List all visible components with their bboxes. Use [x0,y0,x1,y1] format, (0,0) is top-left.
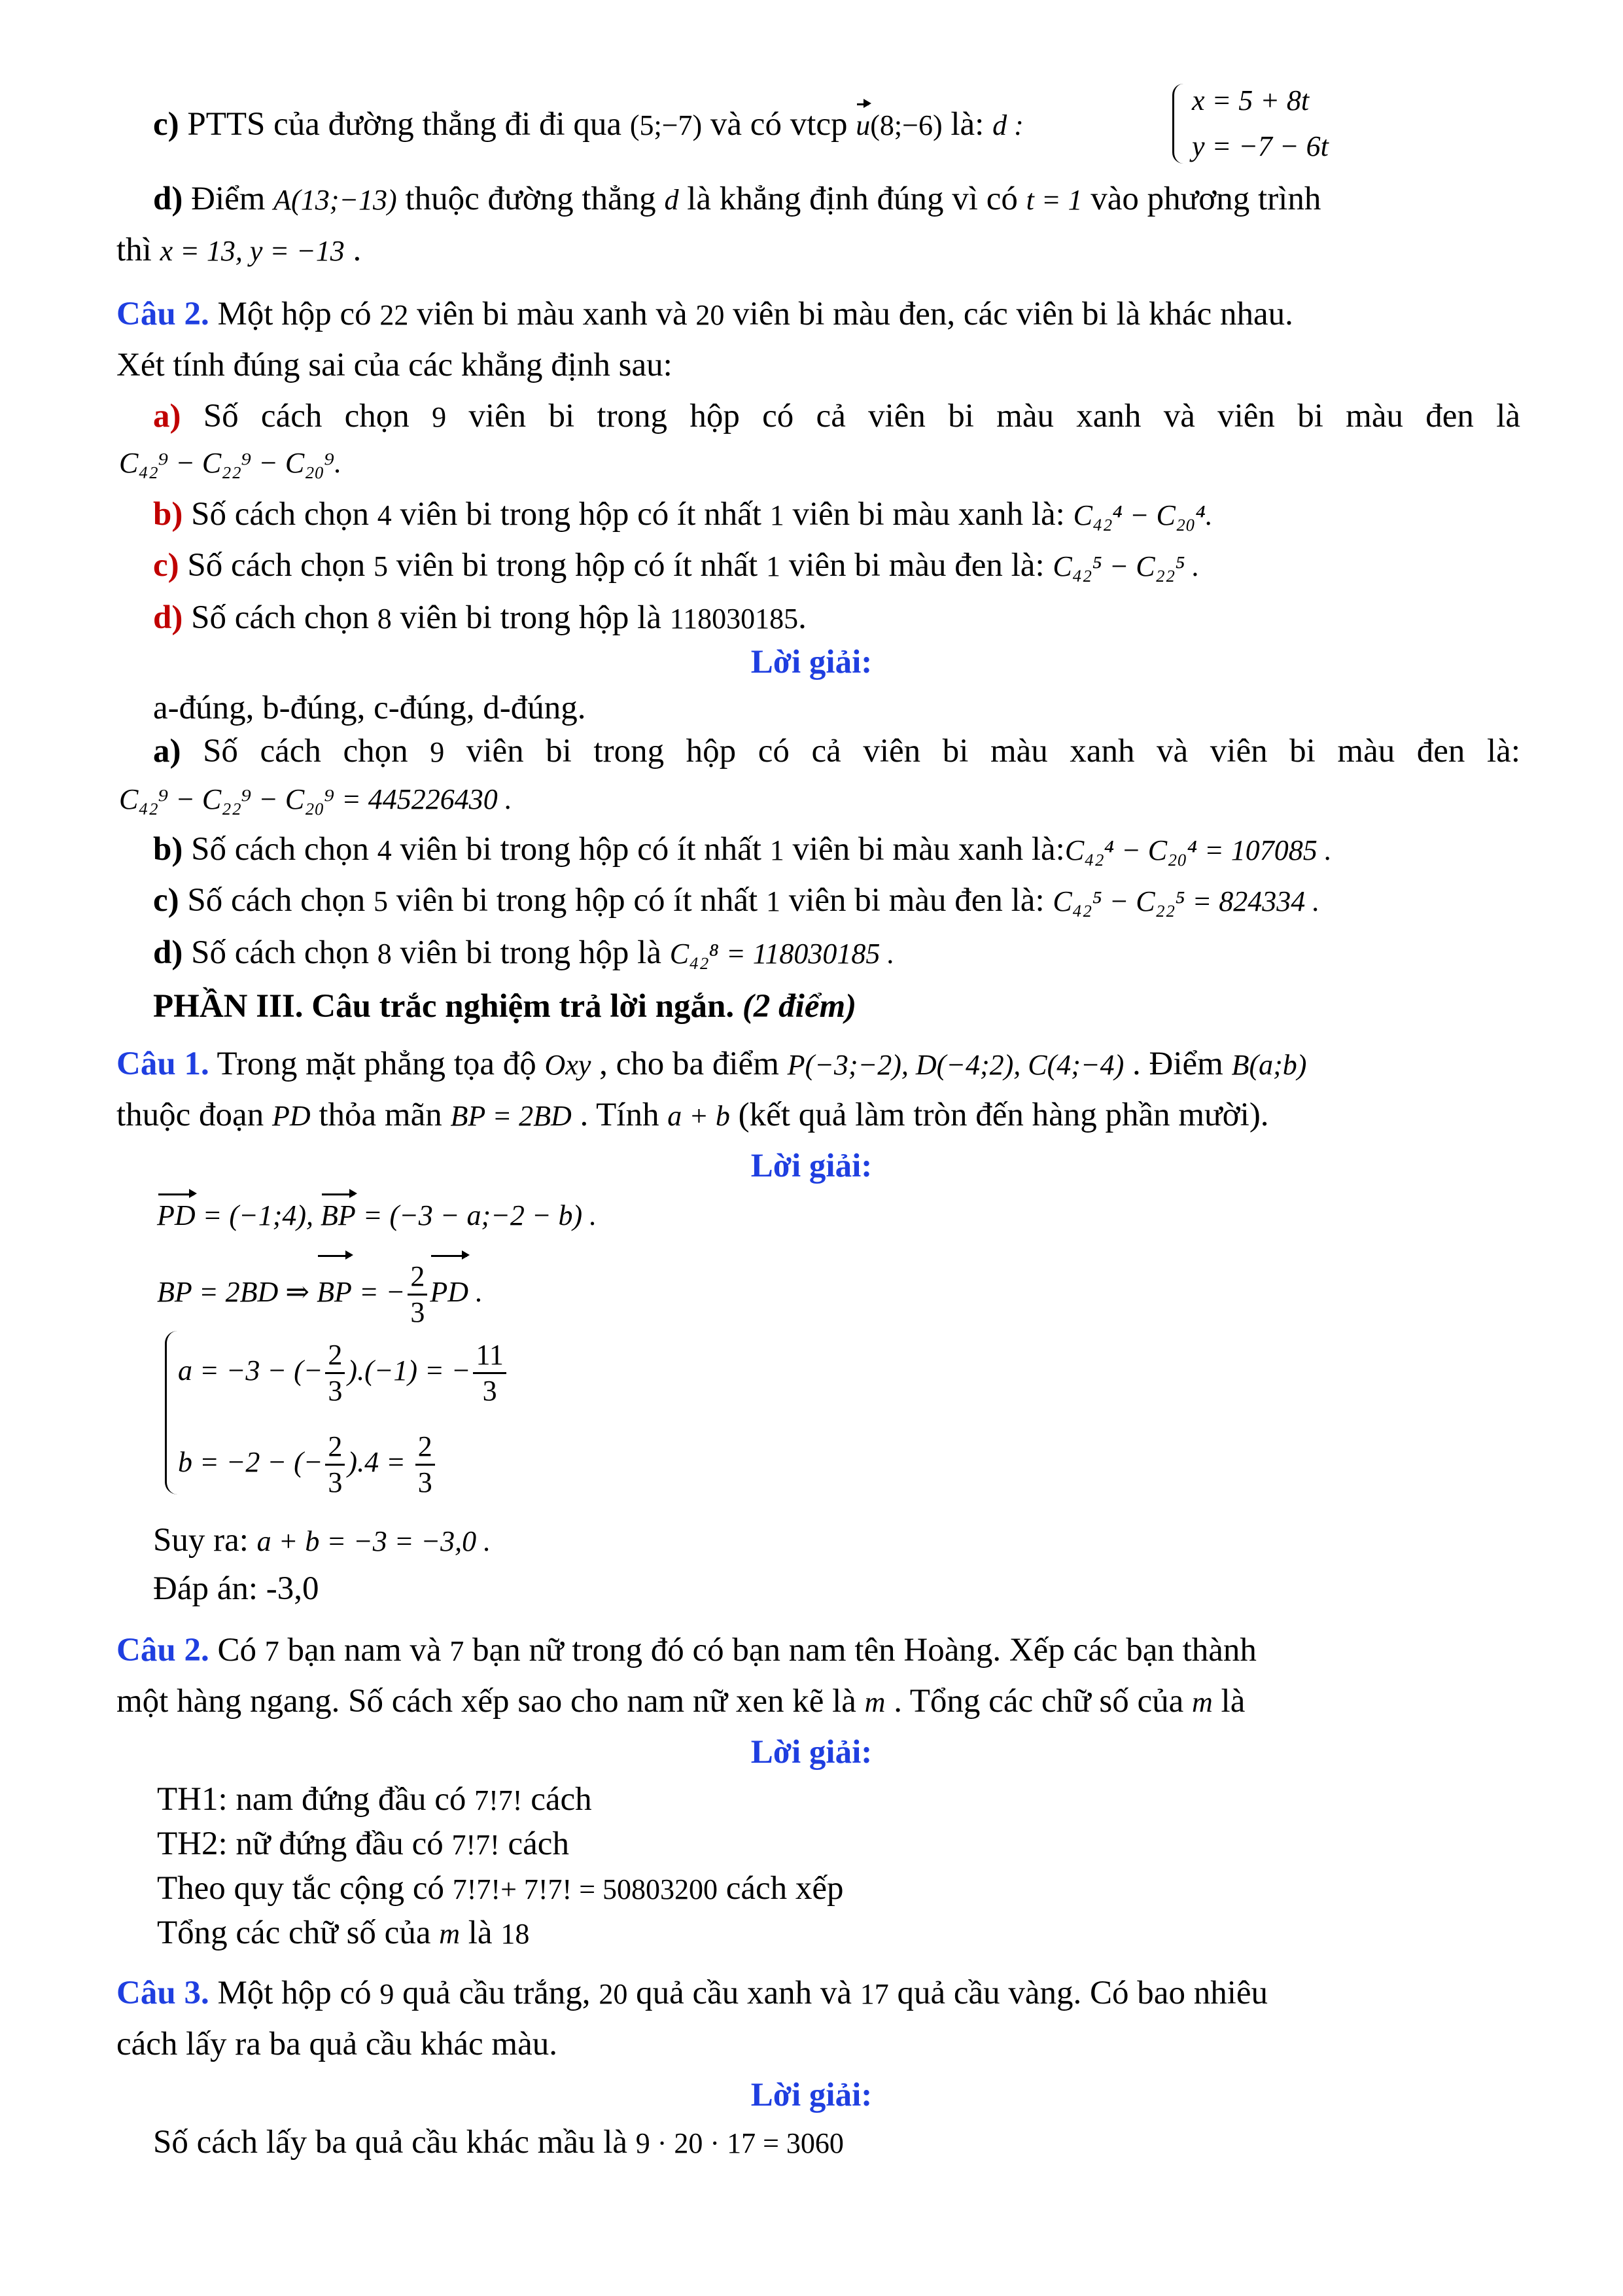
q2-a-line [153,395,1520,438]
q2-line1 [116,293,1293,336]
d-text1: Điểm [183,181,274,217]
p2-rule-a: Theo quy tắc cộng có [157,1870,453,1907]
p1-imp-eq: = − [351,1276,406,1308]
p2-sum [157,1912,529,1955]
p3-line2: cách lấy ra ba quả cầu khác màu. [116,2026,557,2062]
p3-solution [153,2121,844,2164]
q2-sa-line [153,730,1520,773]
p1-solution-title: Lời giải: [750,1148,873,1184]
q2-c-line [153,544,1200,588]
frac-num: 2 [325,1430,345,1466]
c-vec: u [856,105,870,147]
p1-sys-b [178,1426,438,1500]
p1-sum: a + b [667,1100,730,1132]
q2-text1c: viên bi màu đen, các viên bi là khác nhau. [724,296,1293,332]
p1-label: Câu 1. [116,1046,209,1082]
q2-sa-text2: viên bi trong hộp có cả viên bi màu xanh và viên bi màu đen là: [444,733,1520,769]
q2-sb-formula: C₄₂⁴ − C₂₀⁴ = 107085 . [1064,834,1332,866]
q2-sa-n: 9 [430,736,445,768]
q2-sb-text2: viên bi trong hộp có ít nhất [391,831,770,868]
q2-b-text3: viên bi màu xanh là: [784,496,1073,533]
q2-c-text: Số cách chọn [179,547,374,584]
q2-b-one: 1 [769,499,784,531]
q2-sb-text3: viên bi màu xanh là: [784,831,1065,868]
p2-m1: m [864,1686,886,1718]
p3-text1d: quả cầu vàng. Có bao nhiêu [888,1975,1268,2011]
d-text4: vào phương trình [1082,181,1321,217]
c1-d-line2 [116,229,361,272]
q2-c-label: c) [153,547,179,584]
p2-line2b: . Tổng các chữ số của [885,1683,1192,1720]
d-point: A(13;−13) [273,184,397,216]
p1-line2b: thỏa mãn [310,1097,451,1133]
p2-text1b: bạn nam và [279,1632,450,1669]
p2-line2a: một hàng ngang. Số cách xếp sao cho nam nữ xen kẽ là [116,1683,865,1720]
p1-suy-val: a + b = −3 = −3,0 . [256,1525,491,1557]
p2-line2 [116,1680,1245,1723]
q2-b-text2: viên bi trong hộp có ít nhất [391,496,770,533]
p3-text1a: Một hộp có [209,1975,380,2011]
q2-a-formula: C₄₂⁹ − C₂₂⁹ − C₂₀⁹. [119,447,342,479]
q2-sc-text3: viên bi màu đen là: [780,882,1053,919]
p2-rule-b: cách xếp [718,1870,844,1907]
q2-sc-text: Số cách chọn [179,882,374,919]
q2-d-line [153,597,807,640]
c-eq1: x = 5 + 8t [1192,84,1310,116]
q2-sa-text: Số cách chọn [181,733,430,769]
q2-sd-n: 8 [377,938,392,970]
c-eq2: y = −7 − 6t [1192,130,1329,162]
c-point: (5;−7) [629,109,703,141]
p2-th1a: TH1: nam đứng đầu có [157,1781,475,1818]
p1-sys-a-frac1 [325,1338,345,1408]
p1-b-point: B(a;b) [1231,1049,1307,1081]
p2-th1f: 7!7! [474,1784,523,1816]
q2-d-text2: viên bi trong hộp là [391,599,670,636]
d-label: d) [153,181,183,217]
q2-b-n: 4 [377,499,392,531]
c1-d-line [153,178,1321,221]
p1-points: P(−3;−2), D(−4;2), C(4;−4) [787,1049,1125,1081]
p2-text1c: bạn nữ trong đó có bạn nam tên Hoàng. Xếp các bạn thành [464,1632,1257,1669]
p3-solution-title: Lời giải: [750,2077,873,2113]
p1-line2d: (kết quả làm tròn đến hàng phần mười). [729,1097,1269,1133]
p3-n1: 9 [379,1978,394,2010]
q2-c-text2: viên bi trong hộp có ít nhất [388,547,766,584]
frac-den: 3 [482,1375,497,1407]
p1-imp-bp: BP [317,1256,352,1328]
q2-a-label: a) [153,398,181,434]
p2-th2 [157,1823,569,1866]
p3-n3: 17 [860,1978,889,2010]
p1-sys-a-frac2 [473,1338,506,1408]
q2-line2: Xét tính đúng sai của các khẳng định sau: [116,347,672,383]
p2-th2b: cách [499,1826,569,1862]
d-var: d [664,184,679,216]
p1-imp-end: . [468,1276,483,1308]
q2-sd-formula: C₄₂⁸ = 118030185 . [669,938,895,970]
p1-sys-a-mid: ).(−1) = − [347,1354,471,1386]
p2-solution-title: Lời giải: [750,1734,873,1771]
q2-sc-one: 1 [765,885,780,917]
frac-den: 3 [328,1375,343,1407]
q2-c-formula: C₄₂⁵ − C₂₂⁵ . [1053,550,1200,582]
p2-sum-m: m [439,1918,460,1950]
q2-n1: 22 [379,299,409,331]
p3-n2: 20 [599,1978,628,2010]
p3-line1 [116,1972,1268,2015]
p1-suy-ra [153,1519,491,1563]
frac-num: 2 [415,1430,435,1466]
q2-sd-label: d) [153,934,183,971]
p1-cond: BP = 2BD [450,1100,572,1132]
q2-d-text: Số cách chọn [183,599,377,636]
frac-den: 3 [328,1466,343,1499]
p3-sol-a: Số cách lấy ba quả cầu khác mầu là [153,2124,636,2161]
q2-a-text2: viên bi trong hộp có cả viên bi màu xanh và viên bi màu đen là [446,398,1520,434]
q2-b-text: Số cách chọn [183,496,377,533]
q2-c-n: 5 [374,550,389,582]
q2-n2: 20 [695,299,725,331]
p1-vec-pd-val: = (−1;4), [195,1199,321,1231]
p2-line2c: là [1212,1683,1246,1720]
p1-sys-a-lhs: a = −3 − (− [178,1354,323,1386]
q2-label: Câu 2. [116,296,209,332]
frac-num: 2 [408,1260,427,1296]
d-text2: thuộc đường thẳng [396,181,665,217]
q2-sb-label: b) [153,831,183,868]
part3-title: PHẦN III. Câu trắc nghiệm trả lời ngắn. [153,988,735,1025]
p1-sys-b-lhs: b = −2 − (− [178,1446,323,1478]
d-line2b: x = 13, y = −13 [160,235,345,267]
c-la: là: [942,106,993,143]
q2-sc-n: 5 [374,885,389,917]
d-line2c: . [344,232,362,268]
p1-line1 [116,1043,1306,1086]
p1-vec-pd: PD [157,1195,196,1237]
q2-a-n: 9 [432,401,447,433]
p1-system-brace [165,1331,177,1494]
q2-c-one: 1 [765,550,780,582]
p1-imp-frac [408,1260,427,1330]
p2-line1 [116,1629,1257,1672]
q2-sd-text: Số cách chọn [183,934,377,971]
system-brace [1172,84,1183,164]
p1-text2: , cho ba điểm [591,1046,788,1082]
q2-sd-line [153,932,894,975]
p1-sys-b-frac2 [415,1430,435,1500]
q2-solution-title: Lời giải: [750,644,873,680]
q2-b-formula: C₄₂⁴ − C₂₀⁴. [1073,499,1213,531]
p1-pd: PD [271,1100,311,1132]
p3-sol-f: 9 · 20 · 17 = 3060 [635,2127,844,2159]
c-label: c) [153,106,179,143]
q2-text1a: Một hộp có [209,296,380,332]
q2-d-label: d) [153,599,183,636]
c1-c-line [153,103,1024,147]
p3-text1c: quả cầu xanh và [627,1975,860,2011]
q2-d-n: 8 [377,603,392,635]
p1-line2a: thuộc đoạn [116,1097,272,1133]
p1-text3: . Điểm [1124,1046,1232,1082]
q2-d-end: . [798,599,807,636]
q2-c-text3: viên bi màu đen là: [780,547,1053,584]
p1-vectors [157,1195,597,1237]
p1-imp-pd: PD [430,1256,468,1328]
q2-sb-one: 1 [769,834,784,866]
q2-a-text: Số cách chọn [181,398,432,434]
p2-sum-a: Tổng các chữ số của [157,1915,440,1951]
q2-sb-text: Số cách chọn [183,831,377,868]
frac-num: 11 [473,1338,506,1374]
p1-sys-a [178,1335,509,1408]
q2-b-label: b) [153,496,183,533]
frac-den: 3 [410,1296,425,1329]
q2-text1b: viên bi màu xanh và [408,296,696,332]
d-text3: là khẳng định đúng vì có [678,181,1026,217]
p1-imp-lhs: BP = 2BD ⇒ [157,1276,317,1308]
p1-text1: Trong mặt phẳng tọa độ [209,1046,545,1082]
c-mid: và có vtcp [702,106,856,143]
q2-sa-label: a) [153,733,181,769]
p2-th2a: TH2: nữ đứng đầu có [157,1826,452,1862]
q2-sc-formula: C₄₂⁵ − C₂₂⁵ = 824334 . [1053,885,1320,917]
p2-sum-b: là [460,1915,501,1951]
p2-text1a: Có [209,1632,265,1669]
p1-oxy: Oxy [544,1049,591,1081]
frac-den: 3 [417,1466,432,1499]
q2-sol-summary: a-đúng, b-đúng, c-đúng, d-đúng. [153,690,586,726]
q2-sc-label: c) [153,882,179,919]
p1-vec-bp: BP [321,1195,356,1237]
p2-m2: m [1192,1686,1213,1718]
p1-vec-bp-val: = (−3 − a;−2 − b) . [355,1199,597,1231]
p2-th1 [157,1778,592,1822]
p3-text1b: quả cầu trắng, [394,1975,599,2011]
p1-line2c: . Tính [571,1097,668,1133]
q2-sb-n: 4 [377,834,392,866]
d-t: t = 1 [1026,184,1083,216]
p2-n-nu: 7 [449,1635,464,1667]
q2-b-line [153,493,1213,537]
d-line2a: thì [116,232,160,268]
p2-rule [157,1867,844,1911]
p3-label: Câu 3. [116,1975,209,2011]
c-vec-val: (8;−6) [870,109,943,141]
p2-label: Câu 2. [116,1632,209,1669]
p1-sys-b-frac1 [325,1430,345,1500]
part3-heading [153,985,856,1027]
c-d: d : [992,109,1024,141]
c-text: PTTS của đường thẳng đi đi qua [179,106,630,143]
q2-sc-text2: viên bi trong hộp có ít nhất [388,882,766,919]
p1-line2 [116,1094,1269,1137]
p2-sum-val: 18 [500,1918,530,1950]
q2-d-val: 118030185 [669,603,799,635]
q2-sd-text2: viên bi trong hộp là [391,934,670,971]
q2-sb-line [153,828,1332,872]
p1-suy-ra-label: Suy ra: [153,1522,257,1559]
p1-sys-b-mid: ).4 = [347,1446,413,1478]
p2-th2f: 7!7! [451,1829,500,1861]
p2-n-nam: 7 [264,1635,279,1667]
p2-th1b: cách [522,1781,592,1818]
p1-answer: Đáp án: -3,0 [153,1570,319,1607]
q2-sa-formula: C₄₂⁹ − C₂₂⁹ − C₂₀⁹ = 445226430 . [119,783,512,815]
frac-num: 2 [325,1338,345,1374]
p1-implication [157,1256,483,1330]
q2-sc-line [153,879,1319,923]
p2-rule-f: 7!7!+ 7!7! = 50803200 [452,1873,718,1905]
part3-score: (2 điểm) [734,988,857,1025]
